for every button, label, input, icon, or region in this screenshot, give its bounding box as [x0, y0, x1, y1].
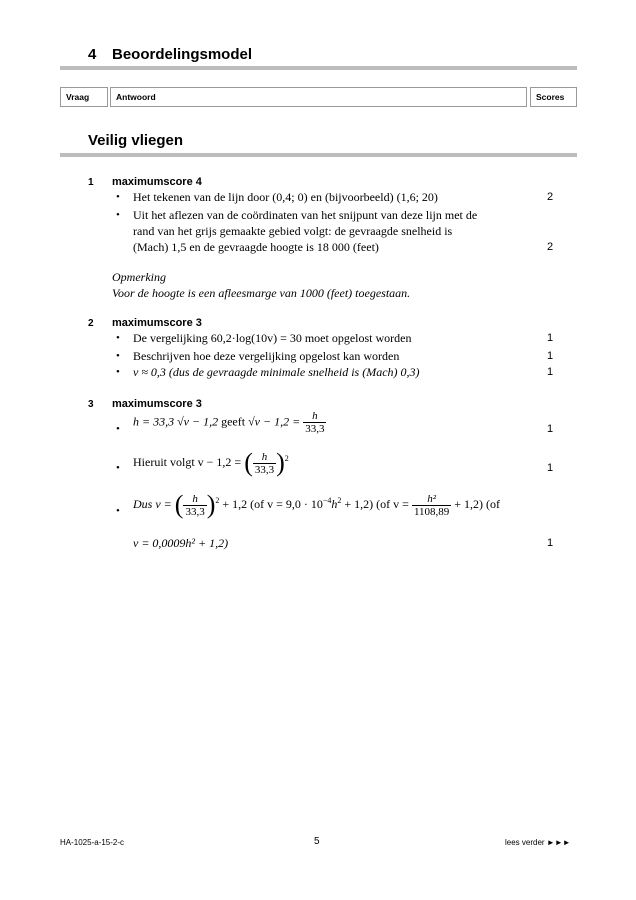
q3-maxscore: maximumscore 3 — [112, 398, 202, 410]
fraction-numerator: h — [303, 410, 326, 423]
section-heading — [88, 46, 252, 63]
section-rule — [60, 66, 577, 70]
exponent: 2 — [284, 453, 289, 463]
fraction — [183, 493, 206, 518]
fraction-denominator: 33,3 — [305, 423, 325, 435]
exponent: 2 — [215, 495, 220, 505]
column-vraag: Vraag — [60, 87, 108, 107]
q2-maxscore: maximumscore 3 — [112, 317, 202, 329]
fraction-denominator: 1108,89 — [413, 505, 450, 518]
page-title: Veilig vliegen — [88, 132, 184, 149]
fraction-numerator: h — [183, 493, 206, 506]
fraction — [253, 451, 276, 476]
right-paren: ) — [276, 448, 285, 477]
q3-step3-end: + 1,2) (of — [454, 496, 501, 511]
left-paren: ( — [244, 448, 253, 477]
fraction-numerator: h — [253, 451, 276, 464]
q3-number: 3 — [88, 399, 94, 410]
q2-step2: Beschrijven hoe deze vergelijking opgelost kan worden — [133, 349, 400, 363]
q1-number: 1 — [88, 177, 94, 188]
q3-step1 — [133, 410, 326, 435]
title-rule — [60, 153, 577, 157]
section-title: Beoordelingsmodel — [112, 46, 253, 63]
fraction — [303, 410, 326, 435]
q3-step3-score: 1 — [547, 537, 554, 549]
footer-next: lees verder ►►► — [505, 838, 571, 847]
q3-step3-line2: v = 0,0009h² + 1,2) — [133, 536, 229, 550]
q1-step2-line3: (Mach) 1,5 en de gevraagde hoogte is 18 000 (feet) — [133, 240, 379, 254]
column-antwoord: Antwoord — [110, 87, 527, 107]
footer-code: HA-1025-a-15-2-c — [60, 838, 125, 847]
q2-step1: De vergelijking 60,2·log(10v) = 30 moet opgelost worden — [133, 331, 412, 345]
bullet: • — [116, 505, 120, 517]
q2-step3-score: 1 — [547, 366, 554, 378]
q3-step1-mid: geeft — [221, 414, 246, 429]
q1-step1: Het tekenen van de lijn door (0,4; 0) en (bijvoorbeeld) (1,6; 20) — [133, 190, 438, 204]
right-paren: ) — [206, 490, 216, 519]
q1-remark-text: Voor de hoogte is een afleesmarge van 1000 (feet) toegestaan. — [112, 286, 411, 300]
bullet: • — [116, 423, 120, 435]
q1-step2-line1: Uit het aflezen van de coördinaten van het snijpunt van deze lijn met de — [133, 208, 478, 222]
left-paren: ( — [174, 490, 184, 519]
q3-step3-exp: −4 — [322, 495, 332, 505]
q3-step2-text: Hieruit volgt v − 1,2 = — [133, 454, 242, 469]
q2-step2-score: 1 — [547, 350, 554, 362]
fraction-numerator: h² — [412, 493, 451, 506]
page-number: 5 — [314, 836, 320, 847]
fraction — [412, 493, 451, 518]
q2-step3: v ≈ 0,3 (dus de gevraagde minimale snelheid is (Mach) 0,3) — [133, 365, 420, 379]
fraction-denominator: 33,3 — [185, 505, 205, 518]
bullet: • — [116, 191, 120, 203]
q2-step1-score: 1 — [547, 332, 554, 344]
q1-step1-score: 2 — [547, 191, 554, 203]
bullet: • — [116, 350, 120, 362]
q3-step1-rhs: √v − 1,2 = — [248, 414, 301, 429]
q1-step2-line2: rand van het grijs gemaakte gebied volgt: de gevraagde snelheid is — [133, 224, 453, 238]
exponent: 2 — [337, 495, 342, 505]
bullet: • — [116, 209, 120, 221]
column-scores: Scores — [530, 87, 577, 107]
q3-step3-mid3: + 1,2) (of v = — [344, 496, 409, 511]
q3-step3-start: Dus v = — [133, 496, 172, 511]
q2-number: 2 — [88, 318, 94, 329]
q1-step2-score: 2 — [547, 241, 554, 253]
bullet: • — [116, 366, 120, 378]
section-number: 4 — [88, 46, 97, 63]
q1-remark-title: Opmerking — [112, 270, 166, 284]
q3-step3 — [133, 490, 500, 520]
q3-step3-mid2: h — [331, 496, 338, 511]
q1-maxscore: maximumscore 4 — [112, 176, 202, 188]
q3-step2-score: 1 — [547, 462, 554, 474]
q3-step1-lhs: h = 33,3 √v − 1,2 — [133, 414, 219, 429]
q3-step2 — [133, 448, 289, 478]
bullet: • — [116, 462, 120, 474]
fraction-denominator: 33,3 — [254, 463, 275, 476]
q3-step3-mid: + 1,2 (of v = 9,0 · 10 — [222, 496, 323, 511]
bullet: • — [116, 332, 120, 344]
q3-step1-score: 1 — [547, 423, 554, 435]
